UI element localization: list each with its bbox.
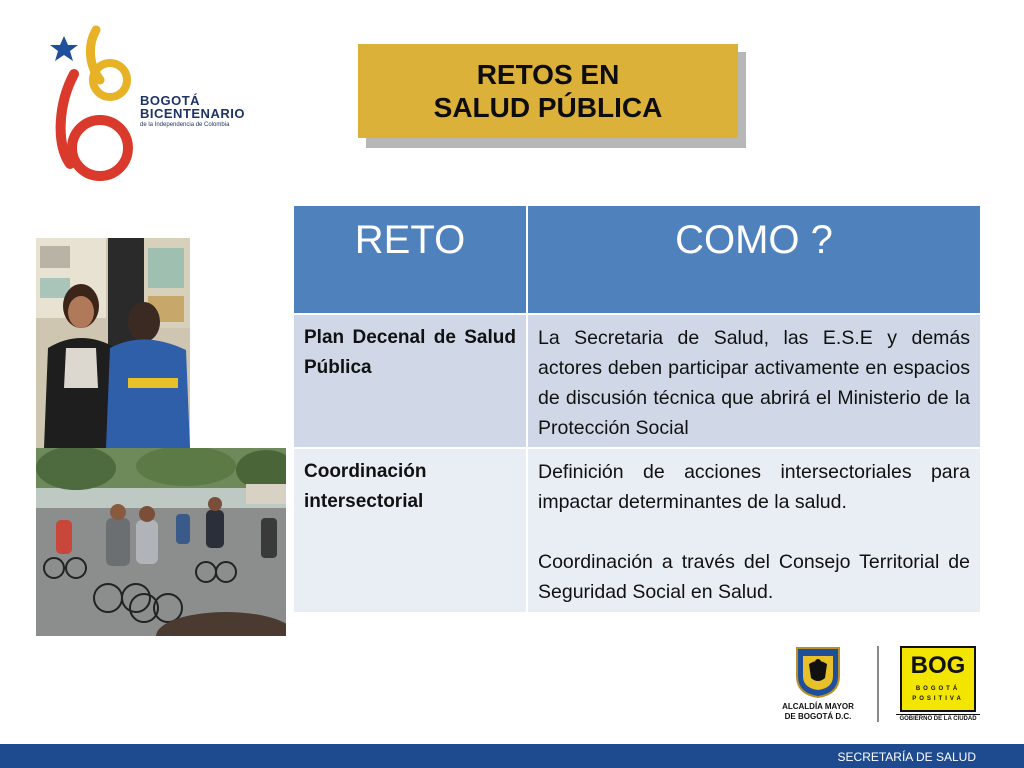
logo-subtitle: de la Independencia de Colombia: [140, 122, 230, 128]
table-row-2-reto: [294, 449, 526, 612]
cyclists-photo: [36, 448, 286, 636]
logo-title-line2: BICENTENARIO: [140, 106, 245, 121]
reto-plan-decenal: Plan Decenal de Salud Pública: [304, 327, 516, 378]
table-header-reto: [294, 206, 526, 313]
footer-bar: [0, 744, 1024, 768]
slide-title-line2: SALUD PÚBLICA: [433, 92, 663, 123]
logo-divider: [877, 646, 879, 722]
table-header-reto-label: RETO: [354, 218, 466, 262]
alcaldia-line2: DE BOGOTÁ D.C.: [784, 712, 852, 721]
footer-label: SECRETARÍA DE SALUD: [837, 750, 976, 764]
retos-table: [294, 206, 980, 612]
bogota-positiva-logo: [900, 646, 976, 712]
bog-caption: GOBIERNO DE LA CIUDAD: [896, 714, 980, 722]
como-coordinacion-1: Definición de acciones intersectoriales para impactar determinantes de la salud.: [538, 461, 970, 513]
blue-star-icon: [50, 36, 78, 61]
alcaldia-line1: ALCALDÍA MAYOR: [782, 702, 854, 711]
table-header-como-label: COMO ?: [675, 218, 833, 262]
vaccination-photo: [36, 238, 190, 448]
slide-title-line1: RETOS EN: [476, 59, 620, 90]
table-header-como: [528, 206, 980, 313]
table-row-1-como: [528, 315, 980, 447]
bog-wordmark: BOG: [910, 652, 966, 679]
logo-title-line1: BOGOTÁ: [140, 93, 201, 108]
slide-title: [358, 44, 738, 138]
bog-sub-line1: BOGOTÁ: [915, 686, 961, 692]
bicentenario-emblem-icon: [48, 24, 140, 189]
como-plan-decenal: La Secretaria de Salud, las E.S.E y demás actores deben participar activamente en espacios de discusión técnica que abrirá el Ministerio de la Protección Social: [538, 327, 970, 439]
reto-coordinacion: Coordinación intersectorial: [304, 461, 427, 512]
table-row-2-como: [528, 449, 980, 612]
bicentenario-logo: [48, 24, 268, 189]
alcaldia-logo: [776, 646, 860, 726]
table-row-1-reto: [294, 315, 526, 447]
bog-sub-line2: POSITIVA: [912, 696, 964, 702]
como-coordinacion-2: Coordinación a través del Consejo Territorial de Seguridad Social en Salud.: [538, 551, 970, 603]
bogota-shield-icon: [795, 646, 841, 698]
